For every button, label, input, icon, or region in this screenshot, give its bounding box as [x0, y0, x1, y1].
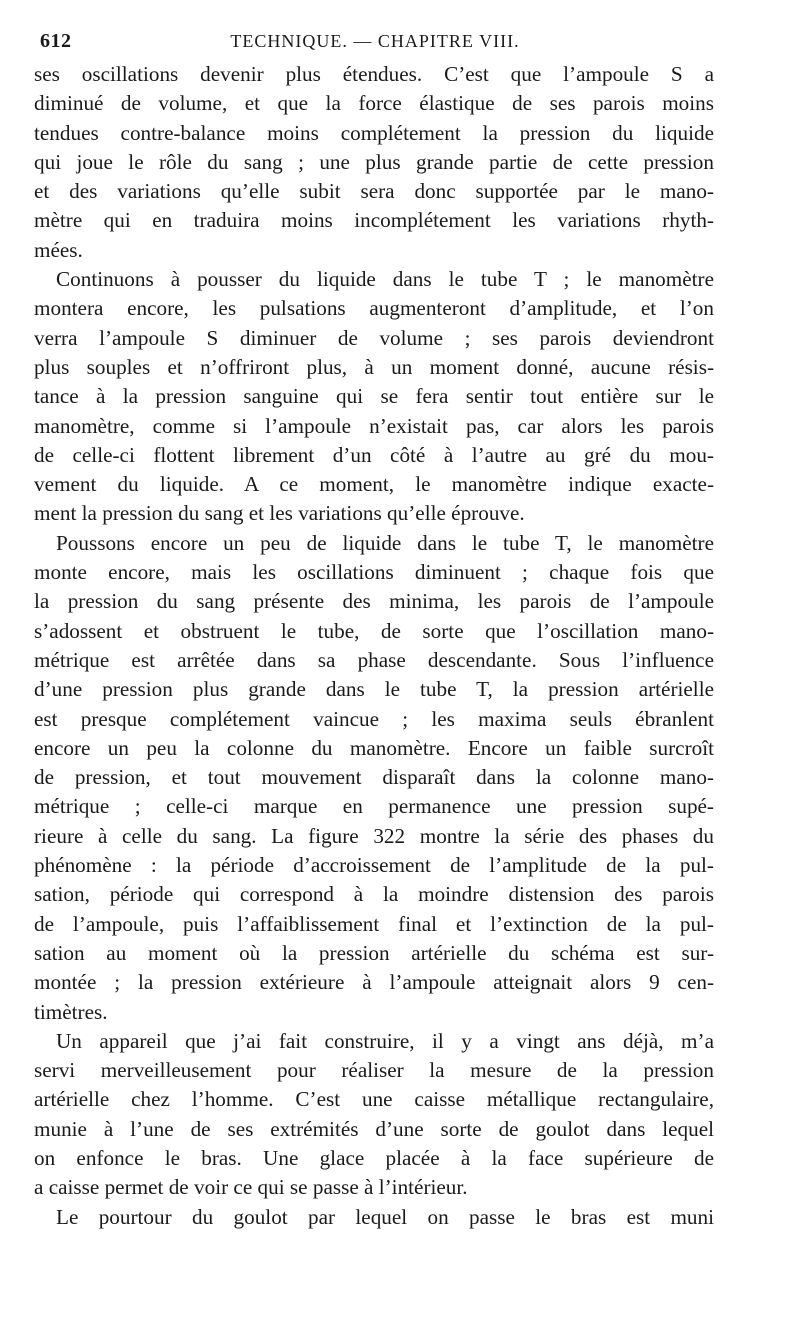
text-line: on enfonce le bras. Une glace placée à la face supérieure de	[34, 1145, 714, 1170]
running-head: TECHNIQUE. — CHAPITRE VIII.	[230, 31, 520, 51]
text-line: montée ; la pression extérieure à l’ampoule atteignait alors 9 cen-	[34, 970, 714, 995]
page-header	[40, 30, 770, 58]
text-line: sation au moment où la pression artérielle du schéma est sur-	[34, 940, 714, 965]
text-line: rieure à celle du sang. La figure 322 montre la série des phases du	[34, 823, 714, 848]
text-line: artérielle chez l’homme. C’est une caisse métallique rectangulaire,	[34, 1087, 714, 1112]
text-line: mètre qui en traduira moins incomplétement les variations rhyth-	[34, 208, 714, 233]
text-line: tendues contre-balance moins complétement la pression du liquide	[34, 120, 714, 145]
text-line: ment la pression du sang et les variations qu’elle éprouve.	[34, 501, 525, 526]
text-line: s’adossent et obstruent le tube, de sorte que l’oscillation mano-	[34, 618, 714, 643]
paragraph	[34, 529, 714, 1027]
text-line: de pression, et tout mouvement disparaît dans la colonne mano-	[34, 765, 714, 790]
text-line: mées.	[34, 237, 83, 262]
text-line: manomètre, comme si l’ampoule n’existait pas, car alors les parois	[34, 413, 714, 438]
text-line: Le pourtour du goulot par lequel on passe le bras est muni	[56, 1204, 714, 1229]
text-line: Continuons à pousser du liquide dans le tube T ; le manomètre	[56, 267, 714, 292]
text-line: vement du liquide. A ce moment, le manomètre indique exacte-	[34, 472, 714, 497]
paragraph	[34, 265, 714, 529]
text-line: sation, période qui correspond à la moindre distension des parois	[34, 882, 714, 907]
text-line: de celle-ci flottent librement d’un côté à l’autre au gré du mou-	[34, 442, 714, 467]
text-line: plus souples et n’offriront plus, à un moment donné, aucune résis-	[34, 354, 714, 379]
text-line: diminué de volume, et que la force élastique de ses parois moins	[34, 91, 714, 116]
text-line: de l’ampoule, puis l’affaiblissement final et l’extinction de la pul-	[34, 911, 714, 936]
text-line: la pression du sang présente des minima, les parois de l’ampoule	[34, 589, 714, 614]
text-line: d’une pression plus grande dans le tube T, la pression artérielle	[34, 677, 714, 702]
text-line: qui joue le rôle du sang ; une plus grande partie de cette pression	[34, 149, 714, 174]
body-text	[34, 60, 714, 1232]
text-line: phénomène : la période d’accroissement de l’amplitude de la pul-	[34, 853, 714, 878]
paragraph	[34, 60, 714, 265]
text-line: Poussons encore un peu de liquide dans le tube T, le manomètre	[56, 530, 714, 555]
text-line: servi merveilleusement pour réaliser la mesure de la pression	[34, 1058, 714, 1083]
text-line: montera encore, les pulsations augmenteront d’amplitude, et l’on	[34, 296, 714, 321]
text-line: verra l’ampoule S diminuer de volume ; ses parois deviendront	[34, 325, 714, 350]
text-line: monte encore, mais les oscillations diminuent ; chaque fois que	[34, 560, 714, 585]
text-line: métrique ; celle-ci marque en permanence une pression supé-	[34, 794, 714, 819]
text-line: tance à la pression sanguine qui se fera sentir tout entière sur le	[34, 384, 714, 409]
text-line: métrique est arrêtée dans sa phase descendante. Sous l’influence	[34, 647, 714, 672]
text-line: et des variations qu’elle subit sera donc supportée par le mano-	[34, 179, 714, 204]
paragraph	[34, 1027, 714, 1203]
text-line: est presque complétement vaincue ; les maxima seuls ébranlent	[34, 706, 714, 731]
text-line: munie à l’une de ses extrémités d’une sorte de goulot dans lequel	[34, 1116, 714, 1141]
text-line: a caisse permet de voir ce qui se passe à l’intérieur.	[34, 1175, 468, 1200]
text-line: ses oscillations devenir plus étendues. C’est que l’ampoule S a	[34, 62, 714, 86]
text-line: encore un peu la colonne du manomètre. Encore un faible surcroît	[34, 735, 714, 760]
text-line: timètres.	[34, 999, 108, 1024]
paragraph	[34, 1203, 714, 1232]
page-number: 612	[40, 30, 72, 52]
text-line: Un appareil que j’ai fait construire, il y a vingt ans déjà, m’a	[56, 1028, 714, 1053]
